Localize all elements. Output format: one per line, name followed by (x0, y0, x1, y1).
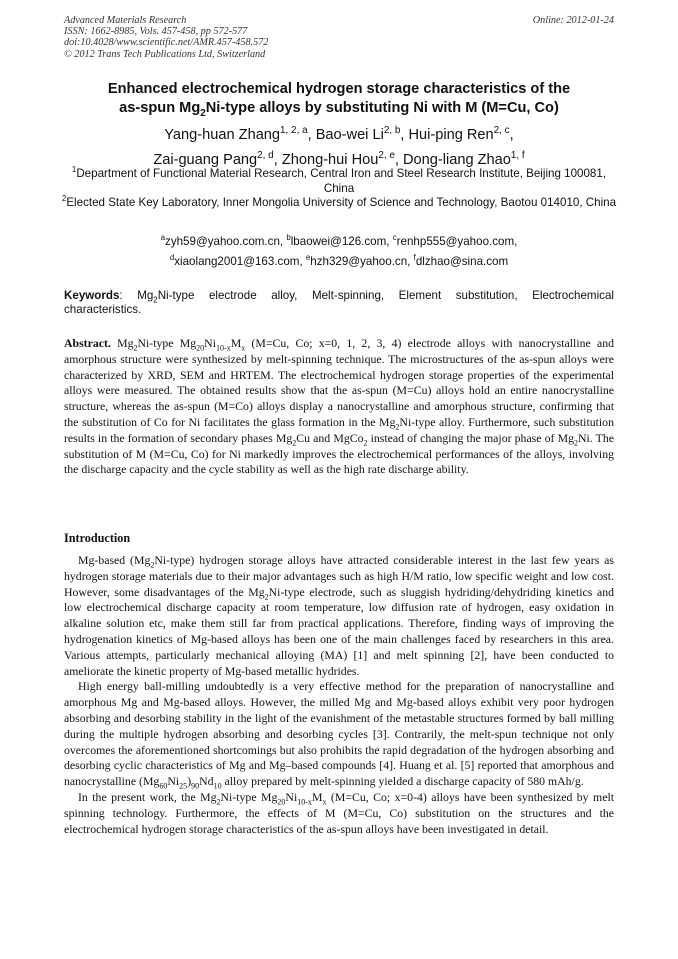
email-address[interactable]: lbaowei@126.com, (290, 235, 393, 248)
copyright-line: © 2012 Trans Tech Publications Ltd, Switzerland (64, 48, 266, 60)
author-line-2: Zai-guang Pang$^{2, d}$, Zhong-hui Hou$^{2, e}$, Dong-liang Zhao$^{1, f}$ (153, 150, 525, 168)
email-address[interactable]: dlzhao@sina.com (415, 255, 509, 268)
paper-title (60, 80, 618, 118)
affiliation-1: $^1$Department of Functional Material Research, Central Iron and Steel Research Institute, Beijing 100081, China (71, 165, 607, 195)
abstract-section: Abstract. $Mg_2Ni$-type $Mg_{20}Ni_{10-x}M_x$ (M=Cu, Co; x=0, 1, 2, 3, 4) electrode alloys with nanocrystalline and amorphous structure were synthesized by melt-spinning technique. The microstructures of the as-spun alloys were characterized by XRD, SEM and HRTEM. The electrochemical hydrogen storage properties of the experimental alloys were measured. The obtained results show that the as-spun (M=Cu) alloys hold an entire nanocrystalline structure, whereas the as-spun (M=Co) alloys display a nanocrystalline and amorphous structure, confirming that the substitution of Co for Ni facilitates the glass formation in the $Mg_2Ni$-type alloy. Furthermore, such substitution results in the formation of secondary phases $Mg_2Cu$ and MgCo$_2$ instead of changing the major phase of $Mg_2Ni$. The substitution of M (M=Cu, Co) for Ni markedly improves the electrochemical performances of the alloys, involving the discharge capacity and the cycle stability as well as the high rate discharge ability. (64, 336, 615, 477)
author-line-1: Yang-huan Zhang$^{1, 2, a}$, Bao-wei Li$^{2, b}$, Hui-ping Ren$^{2, c}$, (164, 125, 514, 143)
intro-paragraph-2: High energy ball-milling undoubtedly is a very effective method for the preparation of nanocrystalline and amorphous Mg and Mg-based alloys. However, the milled Mg and Mg-based alloys exhibit very poor hydrogen absorbing and desorbing stability in the light of the evanishment of the metastable structures formed by ball milling during the multiple hydrogen absorbing and desorbing cycles [3]. Contrarily, the melt-spun technique not only overcomes the aforementioned shortcomings but also prohibits the rapid degradation of the hydrogen absorbing and desorbing cyclic characteristics of Mg and Mg–based compounds [4]. Huang et al. [5] reported that amorphous and nanocrystalline $(Mg_{60}Ni_{25})_{90}Nd_{10}$ alloy prepared by melt-spinning yielded a discharge capacity of 580 mAh/g. (64, 679, 614, 791)
author-name: Yang-huan Zhang (164, 127, 281, 143)
author-name: Zhong-hui Hou (281, 152, 379, 168)
author-name: Dong-liang Zhao (403, 152, 511, 168)
author-affiliation-mark: 2, e (378, 150, 395, 162)
author-list (60, 123, 618, 173)
abstract-label: Abstract. (64, 336, 111, 350)
introduction-body (64, 553, 614, 837)
journal-header (64, 15, 614, 60)
author-name: Bao-wei Li (315, 127, 384, 143)
title-line-1: Enhanced electrochemical hydrogen storage characteristics of the (107, 81, 571, 97)
author-affiliation-mark: 2, d (257, 150, 274, 162)
author-emails (60, 232, 618, 272)
email-line-2: $^d$xiaolang2001@163.com, $^e$hzh329@yahoo.cn, $^f$dlzhao@sina.com (169, 253, 509, 268)
author-name: Hui-ping Ren (408, 127, 494, 143)
intro-paragraph-1: Mg-based $(Mg_2Ni-type)$ hydrogen storage alloys have attracted considerable interest in the last few years as hydrogen storage materials due to their major advantages such as high H/M ratio, low specific weight and low cost. However, some disadvantages of the $Mg_2Ni$-type electrode, such as sluggish hydriding/dehydriding kinetics and low electrochemical discharge capacity at room temperature, low diffusion rate of hydrogen, easy oxidation in alkaline solution etc, make them still far from practical applications. Therefore, finding ways of improving the hydrogenation kinetics of Mg-based alloys has been one of the main challenges faced by researchers in this area. Various attempts, particularly mechanical alloying (MA) [1] and melt spinning [2], have been conducted to ameliorate the kinetic property of Mg-based metallic hydrides. (64, 553, 614, 678)
online-date: Online: 2012-01-24 (532, 15, 614, 26)
author-affiliation-mark: 1, f (510, 150, 525, 162)
intro-paragraph-3: In the present work, the $Mg_2Ni$-type $Mg_{20}Ni_{10-x}M_x$ (M=Cu, Co; x=0-4) alloys have been synthesized by melt spinning technology. Furthermore, the effects of M (M=Cu, Co) substitution on the structures and the electrochemical hydrogen storage characteristics of the as-spun alloys have been investigated in detail. (64, 789, 614, 836)
journal-name: Advanced Materials Research (64, 15, 187, 26)
email-address[interactable]: xiaolang2001@163.com, (174, 255, 306, 268)
affiliation-2: $^2$Elected State Key Laboratory, Inner Mongolia University of Science and Technology, Baotou 014010, China (61, 194, 617, 210)
introduction-heading: Introduction (64, 531, 131, 545)
title-line-2: as-spun $Mg_2Ni$-type alloys by substituting Ni with M (M=Cu, Co) (119, 100, 559, 119)
affiliations (60, 167, 618, 211)
author-name: Zai-guang Pang (153, 152, 258, 168)
email-address[interactable]: hzh329@yahoo.cn, (310, 255, 414, 268)
author-affiliation-mark: 2, c (493, 125, 510, 137)
author-affiliation-mark: 1, 2, a (280, 125, 308, 137)
author-affiliation-mark: 2, b (383, 125, 401, 137)
keywords-label: Keywords (64, 289, 120, 302)
email-address[interactable]: renhp555@yahoo.com, (396, 235, 518, 248)
issn-line: ISSN: 1662-8985, Vols. 457-458, pp 572-577 (64, 26, 248, 38)
email-line-1: $^a$zyh59@yahoo.com.cn, $^b$lbaowei@126.com, $^c$renhp555@yahoo.com, (160, 233, 518, 248)
email-address[interactable]: zyh59@yahoo.com.cn, (165, 235, 287, 248)
doi-line: doi:10.4028/www.scientific.net/AMR.457-458.572 (64, 37, 269, 49)
keywords-section: Keywords: $Mg_2Ni$-type electrode alloy, Melt-spinning, Element substitution, Electrochemical characteristics. (64, 289, 614, 317)
